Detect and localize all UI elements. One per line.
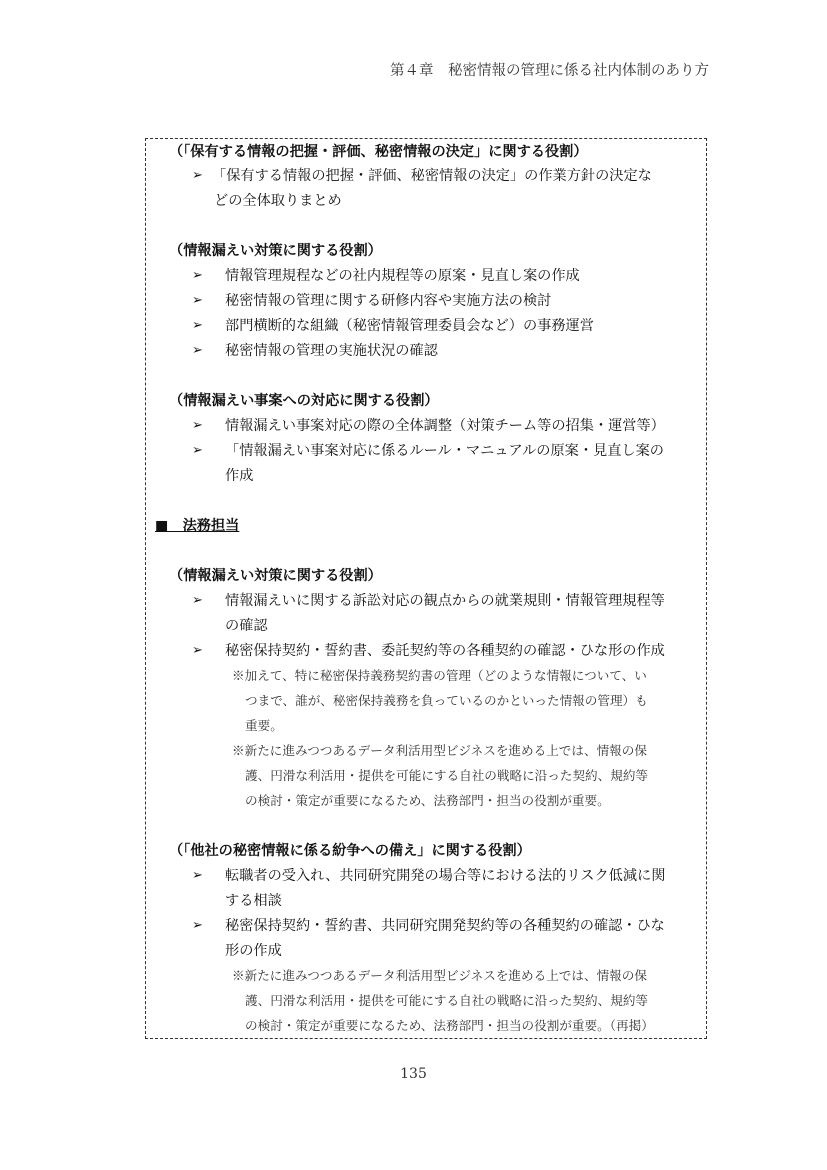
bullet-text-continued: する相談 bbox=[225, 893, 282, 909]
bullet-text-continued: の確認 bbox=[225, 618, 268, 634]
role-heading: （情報漏えい対策に関する役割） bbox=[169, 243, 382, 259]
bullet-arrow-icon: ➢ bbox=[192, 593, 203, 608]
bullet-arrow-icon: ➢ bbox=[192, 443, 203, 458]
running-header: 第４章 秘密情報の管理に係る社内体制のあり方 bbox=[390, 63, 709, 79]
role-heading: （「他社の秘密情報に係る紛争への備え」に関する役割） bbox=[169, 843, 531, 859]
bullet-text-continued: どの全体取りまとめ bbox=[214, 193, 342, 209]
bullet-text: 情報漏えい事案対応の際の全体調整（対策チーム等の招集・運営等） bbox=[225, 418, 665, 434]
note-text-continued: 重要。 bbox=[245, 718, 283, 733]
note-text: ※新たに進みつつあるデータ利活用型ビジネスを進める上では、情報の保 bbox=[232, 743, 647, 758]
section-title-legal: ■ 法務担当 bbox=[155, 518, 240, 534]
bullet-arrow-icon: ➢ bbox=[192, 293, 203, 308]
note-text-continued: 護、円滑な利活用・提供を可能にする自社の戦略に沿った契約、規約等 bbox=[245, 768, 648, 783]
bullet-text-continued: 形の作成 bbox=[225, 943, 282, 959]
bullet-text: 情報管理規程などの社内規程等の原案・見直し案の作成 bbox=[225, 268, 580, 284]
bullet-text: 情報漏えいに関する訴訟対応の観点からの就業規則・情報管理規程等 bbox=[225, 593, 665, 609]
note-text-continued: 護、円滑な利活用・提供を可能にする自社の戦略に沿った契約、規約等 bbox=[245, 993, 648, 1008]
role-heading: （「保有する情報の把握・評価、秘密情報の決定」に関する役割） bbox=[169, 144, 588, 160]
bullet-text: 秘密保持契約・誓約書、共同研究開発契約等の各種契約の確認・ひな bbox=[225, 918, 665, 934]
bullet-arrow-icon: ➢ bbox=[192, 318, 203, 333]
note-text-continued: の検討・策定が重要になるため、法務部門・担当の役割が重要。（再掲） bbox=[245, 1018, 654, 1033]
bullet-text: 秘密情報の管理に関する研修内容や実施方法の検討 bbox=[225, 293, 552, 309]
note-text-continued: の検討・策定が重要になるため、法務部門・担当の役割が重要。 bbox=[245, 793, 610, 808]
bullet-arrow-icon: ➢ bbox=[192, 643, 203, 658]
bullet-text: 秘密保持契約・誓約書、委託契約等の各種契約の確認・ひな形の作成 bbox=[225, 643, 665, 659]
bullet-text: 「保有する情報の把握・評価、秘密情報の決定」の作業方針の決定な bbox=[212, 168, 652, 184]
bullet-arrow-icon: ➢ bbox=[192, 343, 203, 358]
bullet-arrow-icon: ➢ bbox=[192, 168, 203, 183]
bullet-arrow-icon: ➢ bbox=[192, 868, 203, 883]
note-text: ※加えて、特に秘密保持義務契約書の管理（どのような情報について、い bbox=[232, 668, 647, 683]
bullet-text: 「情報漏えい事案対応に係るルール・マニュアルの原案・見直し案の bbox=[225, 443, 664, 459]
bullet-arrow-icon: ➢ bbox=[192, 268, 203, 283]
note-text: ※新たに進みつつあるデータ利活用型ビジネスを進める上では、情報の保 bbox=[232, 968, 647, 983]
bullet-text: 秘密情報の管理の実施状況の確認 bbox=[225, 343, 438, 359]
bullet-arrow-icon: ➢ bbox=[192, 918, 203, 933]
role-heading: （情報漏えい対策に関する役割） bbox=[169, 568, 382, 584]
role-heading: （情報漏えい事案への対応に関する役割） bbox=[169, 393, 439, 409]
bullet-arrow-icon: ➢ bbox=[192, 418, 203, 433]
bullet-text-continued: 作成 bbox=[225, 468, 254, 484]
page-number: 135 bbox=[400, 1066, 427, 1082]
bullet-text: 転職者の受入れ、共同研究開発の場合等における法的リスク低減に関 bbox=[225, 868, 666, 884]
note-text-continued: つまで、誰が、秘密保持義務を負っているのかといった情報の管理）も bbox=[245, 693, 648, 708]
bullet-text: 部門横断的な組織（秘密情報管理委員会など）の事務運営 bbox=[225, 318, 594, 334]
